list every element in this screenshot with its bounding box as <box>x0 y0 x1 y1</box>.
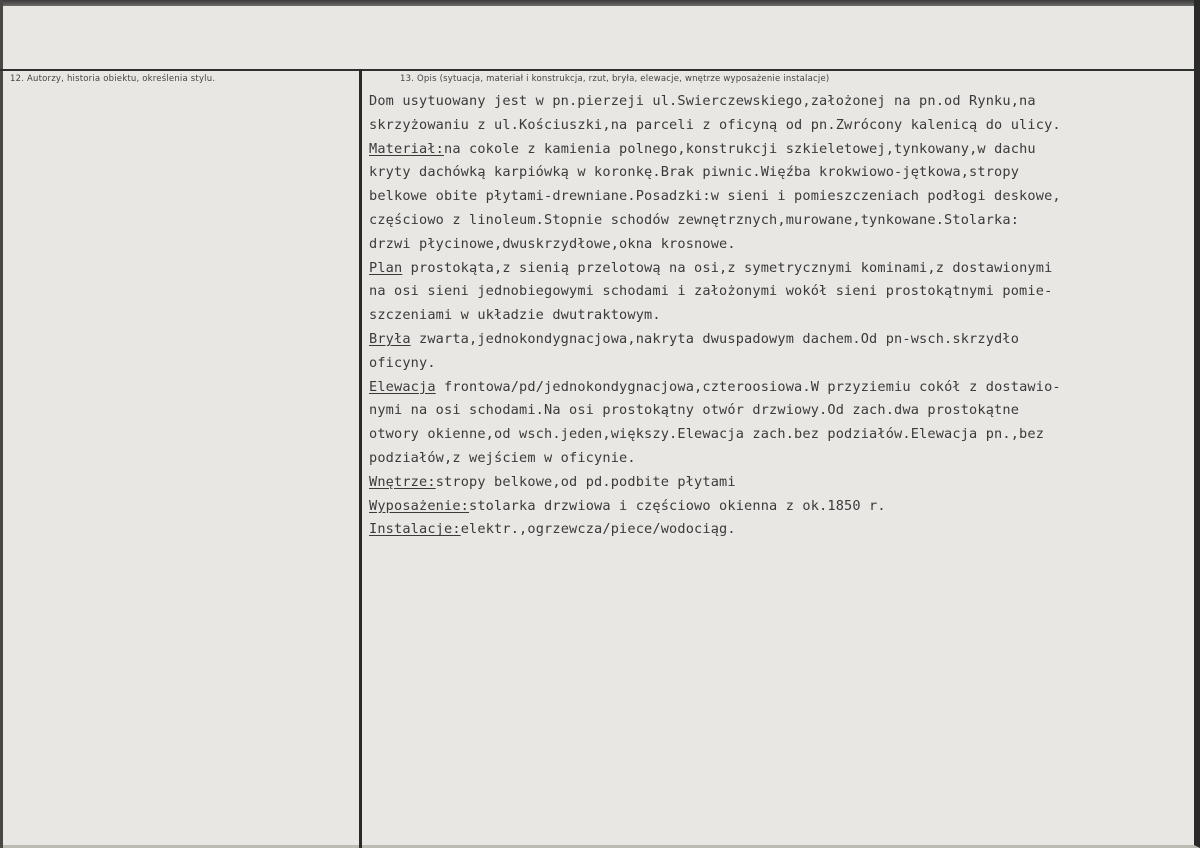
description-line <box>369 328 1189 352</box>
line-text: skrzyżowaniu z ul.Kościuszki,na parceli z oficyną od pn.Zwrócony kalenicą do ulicy. <box>369 116 1061 133</box>
line-text: Dom usytuowany jest w pn.pierzeji ul.Swierczewskiego,założonej na pn.od Rynku,na <box>369 93 1036 109</box>
description-line <box>369 447 1189 471</box>
line-text: szczeniami w układzie dwutraktowym. <box>369 307 661 324</box>
line-text: drzwi płycinowe,dwuskrzydłowe,okna krosnowe. <box>369 235 736 252</box>
line-text: podziałów,z wejściem w oficynie. <box>369 449 636 466</box>
line-text: na osi sieni jednobiegowymi schodami i założonymi wokół sieni prostokątnymi pomie- <box>369 283 1053 300</box>
column-header-description: 13. Opis (sytuacja, materiał i konstrukcja, rzut, bryła, elewacje, wnętrze wyposażenie instalacje) <box>400 74 830 84</box>
line-text: elektr.,ogrzewcza/piece/wodociąg. <box>460 521 736 538</box>
section-label-elewacja: Elewacja <box>369 378 436 395</box>
description-line <box>369 257 1189 281</box>
line-text: frontowa/pd/jednokondygnacjowa,czteroosiowa.W przyziemiu cokół z dostawio- <box>435 378 1061 395</box>
section-label-material: Materiał: <box>369 140 445 157</box>
line-text: kryty dachówką karpiówką w koronkę.Brak piwnic.Więźba krokwiowo-jętkowa,stropy <box>369 164 1020 181</box>
description-line <box>369 423 1189 447</box>
line-text: na cokole z kamienia polnego,konstrukcji szkieletowej,tynkowany,w dachu <box>444 140 1036 157</box>
description-line <box>369 304 1189 328</box>
sheet-top-edge <box>0 0 1194 6</box>
line-text: oficyny. <box>369 354 436 371</box>
line-text: otwory okienne,od wsch.jeden,większy.Elewacja zach.bez podziałów.Elewacja pn.,bez <box>369 426 1045 443</box>
header-rule <box>0 69 1194 71</box>
sheet-left-edge <box>0 0 3 848</box>
line-text: belkowe obite płytami-drewniane.Posadzki:w sieni i pomieszczeniach podłogi deskowe, <box>369 188 1061 205</box>
line-text: prostokąta,z sienią przelotową na osi,z symetrycznymi kominami,z dostawionymi <box>402 259 1053 276</box>
description-line <box>369 352 1189 376</box>
description-line <box>369 376 1189 400</box>
description-line <box>369 233 1189 257</box>
description-line <box>369 90 1189 114</box>
description-line <box>369 471 1189 495</box>
column-header-authors-history: 12. Autorzy, historia obiektu, określenia stylu. <box>10 74 216 84</box>
line-text: stolarka drzwiowa i częściowo okienna z ok.1850 r. <box>469 497 886 514</box>
description-line <box>369 518 1189 542</box>
description-line <box>369 280 1189 304</box>
line-text: nymi na osi schodami.Na osi prostokątny otwór drzwiowy.Od zach.dwa prostokątne <box>369 402 1020 419</box>
line-text: stropy belkowe,od pd.podbite płytami <box>435 473 736 490</box>
typed-description <box>369 90 1189 542</box>
description-line <box>369 399 1189 423</box>
description-line <box>369 161 1189 185</box>
section-label-wyposazenie: Wyposażenie: <box>369 497 470 514</box>
description-line <box>369 185 1189 209</box>
description-line <box>369 209 1189 233</box>
column-divider <box>359 69 362 848</box>
line-text: częściowo z linoleum.Stopnie schodów zewnętrznych,murowane,tynkowane.Stolarka: <box>369 211 1020 228</box>
section-label-bryla: Bryła <box>369 330 411 347</box>
section-label-instalacje: Instalacje: <box>369 521 461 538</box>
section-label-wnetrze: Wnętrze: <box>369 473 436 490</box>
description-line <box>369 495 1189 519</box>
section-label-plan: Plan <box>369 259 403 276</box>
line-text: zwarta,jednokondygnacjowa,nakryta dwuspadowym dachem.Od pn-wsch.skrzydło <box>410 330 1020 347</box>
description-line <box>369 138 1189 162</box>
description-line <box>369 114 1189 138</box>
